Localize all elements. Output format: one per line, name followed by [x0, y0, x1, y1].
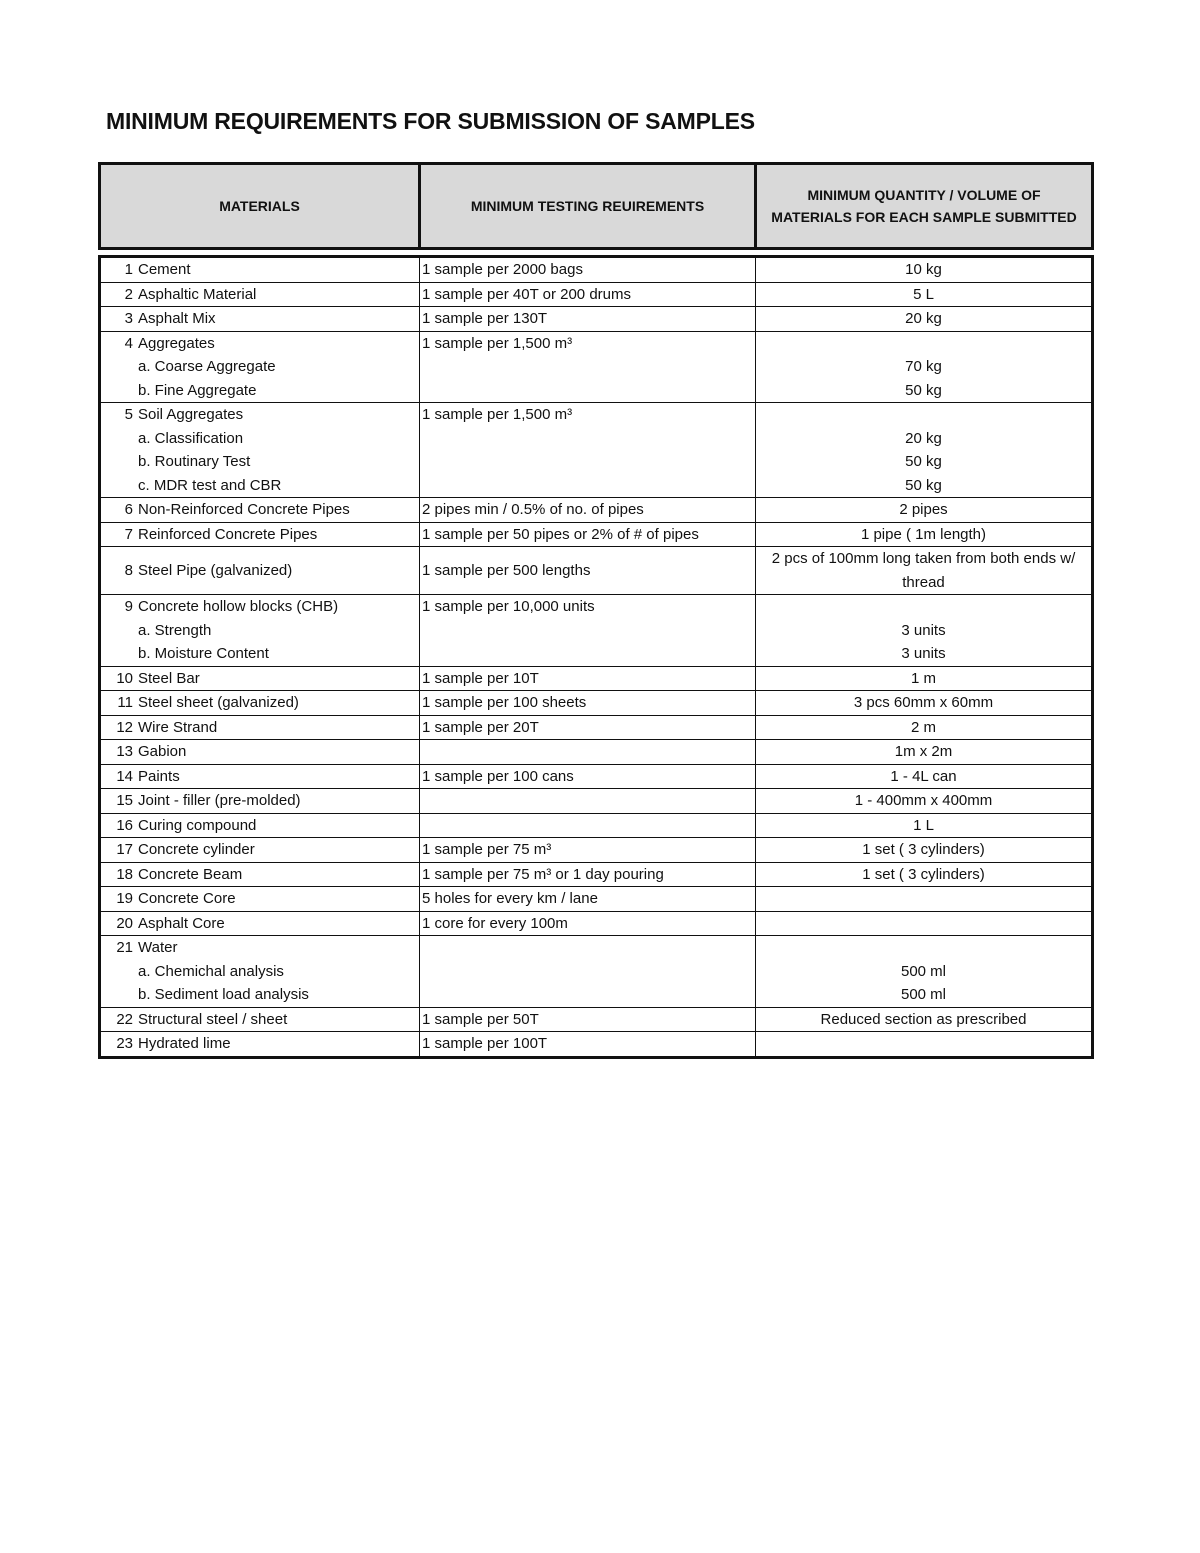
table-row [100, 813, 1093, 838]
material-name: Reinforced Concrete Pipes [138, 525, 318, 543]
cell-material [100, 715, 420, 740]
table-row [100, 257, 1093, 283]
item-number: 12 [116, 718, 133, 736]
material-main [103, 765, 417, 789]
quantity-text [758, 403, 1089, 427]
material-main [103, 258, 417, 282]
cell-material [100, 282, 420, 307]
material-name: Concrete Beam [138, 865, 243, 883]
sub-item-quantity: 70 kg [905, 358, 942, 375]
cell-testing [420, 764, 756, 789]
cell-quantity [756, 691, 1093, 716]
material-name: Asphaltic Material [138, 285, 257, 303]
item-number: 9 [124, 598, 133, 615]
material-name: Hydrated lime [138, 1035, 231, 1052]
testing-text: 1 sample per 100 cans [422, 767, 574, 785]
material-main [103, 498, 417, 522]
sub-item-quantity: 50 kg [905, 381, 942, 399]
cell-testing [420, 838, 756, 863]
material-name: Concrete cylinder [138, 841, 255, 858]
item-number: 22 [116, 1010, 133, 1028]
cell-testing [420, 1032, 756, 1058]
sub-item-quantity: 50 kg [905, 476, 942, 494]
header-quantity-line1: MINIMUM QUANTITY / VOLUME OF [807, 187, 1041, 203]
table-row [100, 307, 1093, 332]
sub-item-label: c. MDR test and CBR [138, 476, 282, 494]
cell-material [100, 257, 420, 283]
table-row [100, 740, 1093, 765]
sub-item-quantity: 3 units [901, 621, 946, 639]
cell-testing [420, 740, 756, 765]
cell-material [100, 547, 420, 595]
testing-text: 1 sample per 1,500 m³ [422, 406, 573, 423]
cell-testing [420, 282, 756, 307]
cell-quantity [756, 838, 1093, 863]
material-main [103, 595, 417, 619]
quantity-text: 1 m [910, 669, 936, 687]
page-title: MINIMUM REQUIREMENTS FOR SUBMISSION OF SAMPLES [106, 108, 755, 134]
material-main [103, 912, 417, 936]
table-row [100, 282, 1093, 307]
table-row [100, 862, 1093, 887]
testing-text: 2 pipes min / 0.5% of no. of pipes [422, 501, 644, 518]
material-name: Soil Aggregates [138, 406, 244, 423]
item-number: 5 [124, 406, 133, 423]
sub-item-quantity: 50 kg [905, 453, 942, 470]
quantity-text: 1 - 400mm x 400mm [854, 792, 993, 809]
material-main [103, 936, 417, 960]
table-row [100, 331, 1093, 403]
table-row [100, 403, 1093, 498]
cell-material [100, 862, 420, 887]
header-materials: MATERIALS [100, 164, 420, 249]
cell-material [100, 1007, 420, 1032]
cell-material [100, 887, 420, 912]
header-quantity-line2: MATERIALS FOR EACH SAMPLE SUBMITTED [771, 209, 1077, 225]
cell-quantity [756, 547, 1093, 595]
cell-quantity [756, 764, 1093, 789]
material-main [103, 403, 417, 427]
cell-quantity [756, 813, 1093, 838]
cell-quantity [756, 522, 1093, 547]
material-name: Concrete hollow blocks (CHB) [138, 598, 339, 615]
cell-testing [420, 691, 756, 716]
testing-text: 5 holes for every km / lane [422, 890, 598, 907]
cell-quantity [756, 715, 1093, 740]
quantity-text: 2 pcs of 100mm long taken from both ends w/ thread [771, 550, 1076, 591]
cell-quantity [756, 936, 1093, 1008]
cell-quantity [756, 887, 1093, 912]
cell-testing [420, 331, 756, 403]
item-number: 7 [124, 525, 133, 543]
quantity-text: 1m x 2m [894, 743, 953, 760]
material-main [103, 740, 417, 764]
testing-text: 1 sample per 50T [422, 1010, 539, 1028]
item-number: 16 [116, 816, 133, 834]
material-main [103, 838, 417, 862]
cell-testing [420, 911, 756, 936]
quantity-text: 1 set ( 3 cylinders) [862, 841, 985, 858]
material-name: Concrete Core [138, 890, 236, 907]
item-number: 20 [116, 914, 133, 932]
material-main [103, 667, 417, 691]
item-number: 15 [116, 792, 133, 809]
requirements-body [100, 257, 1093, 1058]
table-row [100, 547, 1093, 595]
quantity-text: 5 L [913, 285, 934, 303]
item-number: 1 [124, 261, 133, 278]
quantity-text: 2 pipes [899, 501, 948, 518]
cell-quantity [756, 740, 1093, 765]
table-row [100, 789, 1093, 814]
table-row [100, 838, 1093, 863]
cell-material [100, 522, 420, 547]
table-row [100, 715, 1093, 740]
cell-material [100, 666, 420, 691]
material-name: Aggregates [138, 334, 215, 352]
sub-item-label: a. Coarse Aggregate [138, 358, 276, 375]
cell-material [100, 838, 420, 863]
item-number: 17 [116, 841, 133, 858]
cell-quantity [756, 862, 1093, 887]
testing-text: 1 sample per 10,000 units [422, 598, 595, 615]
item-number: 19 [116, 890, 133, 907]
testing-text [422, 936, 753, 960]
cell-quantity [756, 498, 1093, 523]
cell-testing [420, 715, 756, 740]
material-name: Paints [138, 767, 180, 785]
cell-testing [420, 789, 756, 814]
testing-text: 1 sample per 130T [422, 310, 548, 327]
material-name: Wire Strand [138, 718, 218, 736]
testing-text: 1 core for every 100m [422, 914, 568, 932]
material-name: Water [138, 939, 178, 956]
material-name: Cement [138, 261, 191, 278]
testing-text: 1 sample per 1,500 m³ [422, 334, 573, 352]
sub-item-quantity: 3 units [901, 645, 946, 662]
sub-item-label: a. Strength [138, 621, 212, 639]
material-name: Asphalt Mix [138, 310, 216, 327]
quantity-text: 3 pcs 60mm x 60mm [853, 694, 994, 711]
cell-testing [420, 403, 756, 498]
testing-text: 1 sample per 10T [422, 669, 539, 687]
table-row [100, 1007, 1093, 1032]
cell-material [100, 595, 420, 667]
testing-text: 1 sample per 2000 bags [422, 261, 583, 278]
cell-material [100, 911, 420, 936]
quantity-text: 1 L [913, 816, 934, 834]
cell-quantity [756, 331, 1093, 403]
cell-material [100, 331, 420, 403]
material-name: Steel sheet (galvanized) [138, 694, 299, 711]
quantity-text: Reduced section as prescribed [820, 1010, 1027, 1028]
sub-item-label: b. Moisture Content [138, 645, 269, 662]
cell-material [100, 936, 420, 1008]
sub-item-quantity: 500 ml [900, 986, 947, 1003]
cell-testing [420, 498, 756, 523]
cell-quantity [756, 257, 1093, 283]
sub-item-label: b. Sediment load analysis [138, 986, 309, 1003]
cell-testing [420, 1007, 756, 1032]
table-row [100, 595, 1093, 667]
table-row [100, 936, 1093, 1008]
testing-text: 1 sample per 75 m³ or 1 day pouring [422, 865, 664, 883]
table-row [100, 498, 1093, 523]
material-name: Non-Reinforced Concrete Pipes [138, 501, 350, 518]
table-row [100, 691, 1093, 716]
testing-text: 1 sample per 40T or 200 drums [422, 285, 631, 303]
quantity-text [758, 332, 1089, 356]
item-number: 13 [116, 743, 133, 760]
quantity-text: 1 - 4L can [890, 767, 957, 785]
item-number: 11 [117, 694, 133, 711]
cell-quantity [756, 307, 1093, 332]
sub-item-label: b. Fine Aggregate [138, 381, 257, 399]
cell-material [100, 789, 420, 814]
table-row [100, 522, 1093, 547]
cell-testing [420, 862, 756, 887]
cell-quantity [756, 403, 1093, 498]
quantity-text: 2 m [910, 718, 936, 736]
cell-quantity [756, 595, 1093, 667]
cell-testing [420, 307, 756, 332]
testing-text: 1 sample per 50 pipes or 2% of # of pipes [422, 525, 699, 543]
table-row [100, 666, 1093, 691]
header-testing: MINIMUM TESTING REUIREMENTS [420, 164, 756, 249]
material-main [103, 523, 417, 547]
material-name: Joint - filler (pre-molded) [138, 792, 301, 809]
cell-quantity [756, 911, 1093, 936]
testing-text: 1 sample per 20T [422, 718, 539, 736]
cell-quantity [756, 282, 1093, 307]
material-main [103, 307, 417, 331]
item-number: 14 [116, 767, 133, 785]
item-number: 6 [124, 501, 133, 518]
item-number: 4 [124, 334, 133, 352]
item-number: 3 [124, 310, 133, 327]
requirements-table [98, 255, 1094, 1059]
cell-testing [420, 936, 756, 1008]
item-number: 8 [124, 561, 133, 579]
material-name: Asphalt Core [138, 914, 225, 932]
cell-quantity [756, 1032, 1093, 1058]
material-name: Steel Bar [138, 669, 200, 687]
cell-quantity [756, 789, 1093, 814]
quantity-text: 1 set ( 3 cylinders) [862, 865, 985, 883]
table-row [100, 887, 1093, 912]
sub-item-quantity: 500 ml [900, 962, 947, 980]
cell-testing [420, 595, 756, 667]
material-main [103, 887, 417, 911]
material-main [103, 332, 417, 356]
material-main [103, 283, 417, 307]
cell-material [100, 498, 420, 523]
cell-testing [420, 813, 756, 838]
sub-item-label: a. Chemichal analysis [138, 962, 284, 980]
cell-testing [420, 547, 756, 595]
material-name: Steel Pipe (galvanized) [138, 561, 293, 579]
sub-item-quantity: 20 kg [905, 429, 942, 447]
cell-material [100, 740, 420, 765]
cell-testing [420, 666, 756, 691]
quantity-text [758, 595, 1089, 619]
material-main [103, 559, 417, 583]
material-main [103, 863, 417, 887]
testing-text: 1 sample per 100T [422, 1035, 548, 1052]
quantity-text [758, 936, 1089, 960]
testing-text: 1 sample per 100 sheets [422, 694, 587, 711]
material-main [103, 789, 417, 813]
header-quantity [756, 164, 1093, 249]
cell-material [100, 1032, 420, 1058]
material-name: Gabion [138, 743, 187, 760]
cell-testing [420, 257, 756, 283]
material-main [103, 716, 417, 740]
testing-text: 1 sample per 500 lengths [422, 561, 591, 579]
cell-material [100, 307, 420, 332]
cell-quantity [756, 666, 1093, 691]
cell-testing [420, 887, 756, 912]
table-row [100, 1032, 1093, 1058]
table-row [100, 764, 1093, 789]
material-main [103, 691, 417, 715]
material-main [103, 1032, 417, 1056]
item-number: 2 [124, 285, 133, 303]
item-number: 18 [116, 865, 133, 883]
quantity-text: 1 pipe ( 1m length) [860, 525, 987, 543]
cell-quantity [756, 1007, 1093, 1032]
cell-material [100, 813, 420, 838]
material-name: Curing compound [138, 816, 257, 834]
cell-material [100, 764, 420, 789]
table-row [100, 911, 1093, 936]
cell-material [100, 403, 420, 498]
quantity-text: 20 kg [905, 310, 942, 327]
item-number: 21 [116, 939, 133, 956]
cell-material [100, 691, 420, 716]
quantity-text: 10 kg [905, 261, 942, 278]
cell-testing [420, 522, 756, 547]
material-main [103, 1008, 417, 1032]
testing-text: 1 sample per 75 m³ [422, 841, 552, 858]
sub-item-label: b. Routinary Test [138, 453, 251, 470]
material-main [103, 814, 417, 838]
header-row [100, 164, 1093, 249]
item-number: 10 [116, 669, 133, 687]
header-table [98, 162, 1094, 250]
material-name: Structural steel / sheet [138, 1010, 288, 1028]
sub-item-label: a. Classification [138, 429, 244, 447]
item-number: 23 [116, 1035, 133, 1052]
